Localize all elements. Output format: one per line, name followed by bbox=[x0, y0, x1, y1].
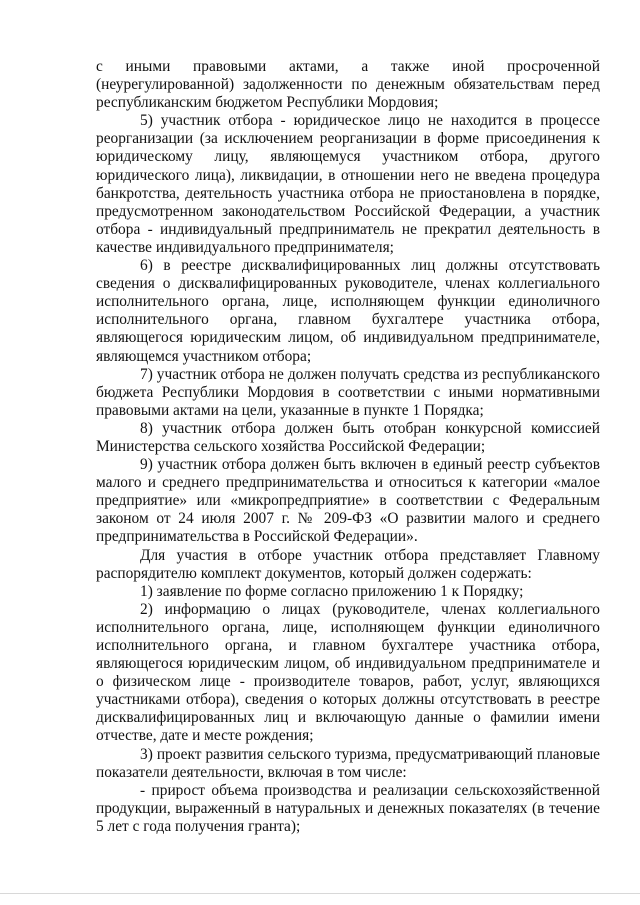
paragraph-item-5: 5) участник отбора - юридическое лицо не находится в процессе реорганизации (за исключением реорганизации в форме присоединения к юридическому лицу, являющемуся участником отбора, другого юридического лица), ликвидации, в отношении него не введена процедура банкротства, деятельность участника отбора не приостановлена в порядке, предусмотренном законодательством Российской Федерации, а участник отбора - индивидуальный предприниматель не прекратил деятельность в качестве индивидуального предпринимателя; bbox=[96, 112, 600, 256]
paragraph-doc-item-2: 2) информацию о лицах (руководителе, членах коллегиального исполнительного органа, лице, исполняющем функции единоличного исполнительного органа, и главном бухгалтере участника отбора, являющегося юридическим лицом, об индивидуальном предпринимателе и о физическом лице - производителе товаров, работ, услуг, являющихся участниками отбора), сведения о которых должны отсутствовать в реестре дисквалифицированных лиц и включающую данные о фамилии имени отчестве, дате и месте рождения; bbox=[96, 600, 600, 745]
paragraph-item-9: 9) участник отбора должен быть включен в единый реестр субъектов малого и среднего предпринимательства и относиться к категории «малое предприятие» или «микропредприятие» в соответствии с Федеральным законом от 24 июля 2007 г. № 209-ФЗ «О развитии малого и среднего предпринимательства в Российской Федерации». bbox=[96, 456, 600, 546]
paragraph-documents-intro: Для участия в отборе участник отбора представляет Главному распорядителю комплект документов, который должен содержать: bbox=[96, 546, 600, 582]
paragraph-doc-item-1: 1) заявление по форме согласно приложению 1 к Порядку; bbox=[140, 582, 524, 600]
paragraph-item-6: 6) в реестре дисквалифицированных лиц должны отсутствовать сведения о дисквалифицированных руководителе, членах коллегиального исполнительного органа, лице, исполняющем функции единоличного исполнительного органа, главном бухгалтере участника отбора, являющегося юридическим лицом, об индивидуальном предпринимателе, являющемся участником отбора; bbox=[96, 257, 600, 365]
page-bottom-edge bbox=[0, 893, 640, 894]
paragraph-item-8: 8) участник отбора должен быть отобран конкурсной комиссией Министерства сельского хозяйства Российской Федерации; bbox=[96, 419, 600, 455]
document-body bbox=[96, 58, 600, 836]
paragraph-doc-item-3: 3) проект развития сельского туризма, предусматривающий плановые показатели деятельности, включая в том числе: bbox=[96, 745, 600, 781]
paragraph-bullet-production: - прирост объема производства и реализации сельскохозяйственной продукции, выраженный в натуральных и денежных показателях (в течение 5 лет с года получения гранта); bbox=[96, 781, 600, 835]
paragraph-continuation: с иными правовыми актами, а также иной просроченной (неурегулированной) задолженности по денежным обязательствам перед республиканским бюджетом Республики Мордовия; bbox=[96, 58, 600, 112]
paragraph-item-7: 7) участник отбора не должен получать средства из республиканского бюджета Республики Мордовия в соответствии с иными нормативными правовыми актами на цели, указанные в пункте 1 Порядка; bbox=[96, 365, 600, 419]
